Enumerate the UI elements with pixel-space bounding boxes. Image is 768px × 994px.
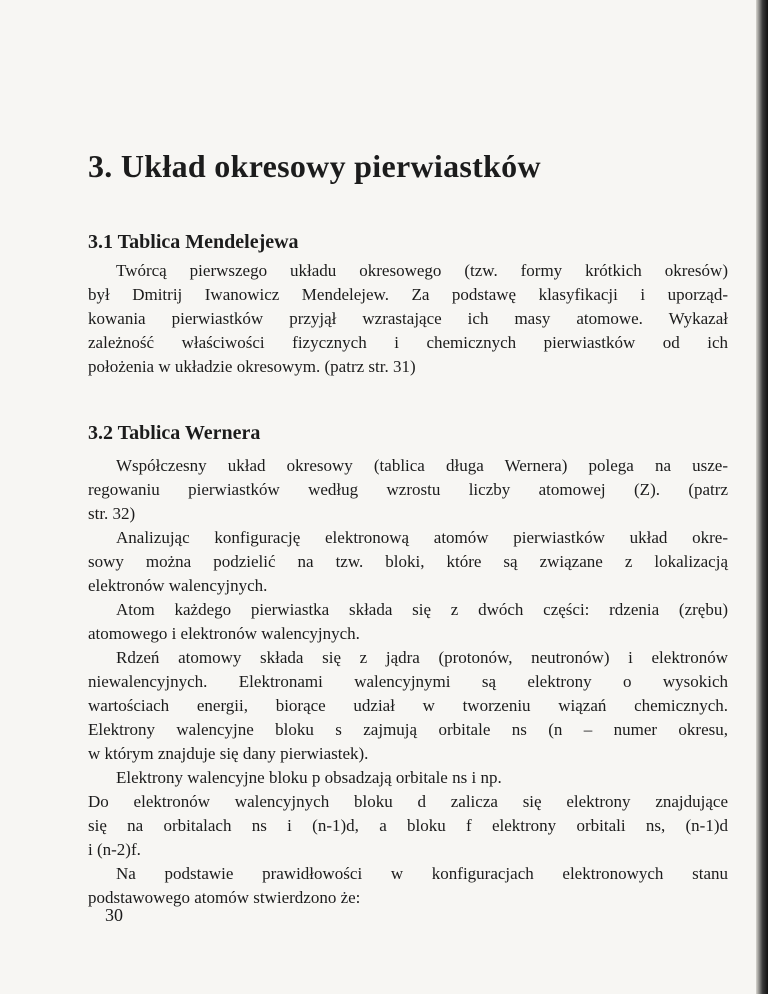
text-line: i (n-2)f. bbox=[88, 840, 141, 859]
section-body-werner bbox=[88, 454, 728, 910]
text-line: kowania pierwiastków przyjął wzrastające ich masy atomowe. Wykazał bbox=[88, 309, 728, 328]
text-line: atomowego i elektronów walencyjnych. bbox=[88, 624, 360, 643]
text-line: elektronów walencyjnych. bbox=[88, 576, 268, 595]
text-line: sowy można podzielić na tzw. bloki, które są związane z lokalizacją bbox=[88, 552, 728, 571]
text-line: Na podstawie prawidłowości w konfiguracjach elektronowych stanu bbox=[116, 864, 728, 883]
text-line: podstawowego atomów stwierdzono że: bbox=[88, 888, 361, 907]
text-line: był Dmitrij Iwanowicz Mendelejew. Za podstawę klasyfikacji i uporząd- bbox=[88, 285, 728, 304]
scan-edge-shadow bbox=[756, 0, 768, 994]
text-line: Atom każdego pierwiastka składa się z dwóch części: rdzenia (zrębu) bbox=[116, 600, 728, 619]
text-line: w którym znajduje się dany pierwiastek). bbox=[88, 744, 369, 763]
page-number: 30 bbox=[105, 905, 123, 925]
text-line: się na orbitalach ns i (n-1)d, a bloku f elektrony orbitali ns, (n-1)d bbox=[88, 816, 728, 835]
section-title-mendelejew: 3.1 Tablica Mendelejewa bbox=[88, 231, 299, 253]
text-line: wartościach energii, biorące udział w tworzeniu wiązań chemicznych. bbox=[88, 696, 728, 715]
text-line: niewalencyjnych. Elektronami walencyjnymi są elektrony o wysokich bbox=[88, 672, 728, 691]
text-line: Rdzeń atomowy składa się z jądra (protonów, neutronów) i elektronów bbox=[116, 648, 728, 667]
section-body-mendelejew bbox=[88, 259, 728, 379]
text-line: Analizując konfigurację elektronową atomów pierwiastków układ okre- bbox=[116, 528, 728, 547]
text-line: Współczesny układ okresowy (tablica długa Wernera) polega na usze- bbox=[116, 456, 728, 475]
section-title-werner: 3.2 Tablica Wernera bbox=[88, 422, 261, 444]
text-line: zależność właściwości fizycznych i chemicznych pierwiastków od ich bbox=[88, 333, 728, 352]
text-line: Elektrony walencyjne bloku s zajmują orbitale ns (n – numer okresu, bbox=[88, 720, 728, 739]
text-line: Do elektronów walencyjnych bloku d zalicza się elektrony znajdujące bbox=[88, 792, 728, 811]
text-line: str. 32) bbox=[88, 504, 136, 523]
text-line: położenia w układzie okresowym. (patrz str. 31) bbox=[88, 357, 416, 376]
text-line: Twórcą pierwszego układu okresowego (tzw. formy krótkich okresów) bbox=[116, 261, 728, 280]
text-line: regowaniu pierwiastków według wzrostu liczby atomowej (Z). (patrz bbox=[88, 480, 728, 499]
chapter-title: 3. Układ okresowy pierwiastków bbox=[88, 148, 541, 184]
text-line: Elektrony walencyjne bloku p obsadzają orbitale ns i np. bbox=[116, 768, 502, 787]
